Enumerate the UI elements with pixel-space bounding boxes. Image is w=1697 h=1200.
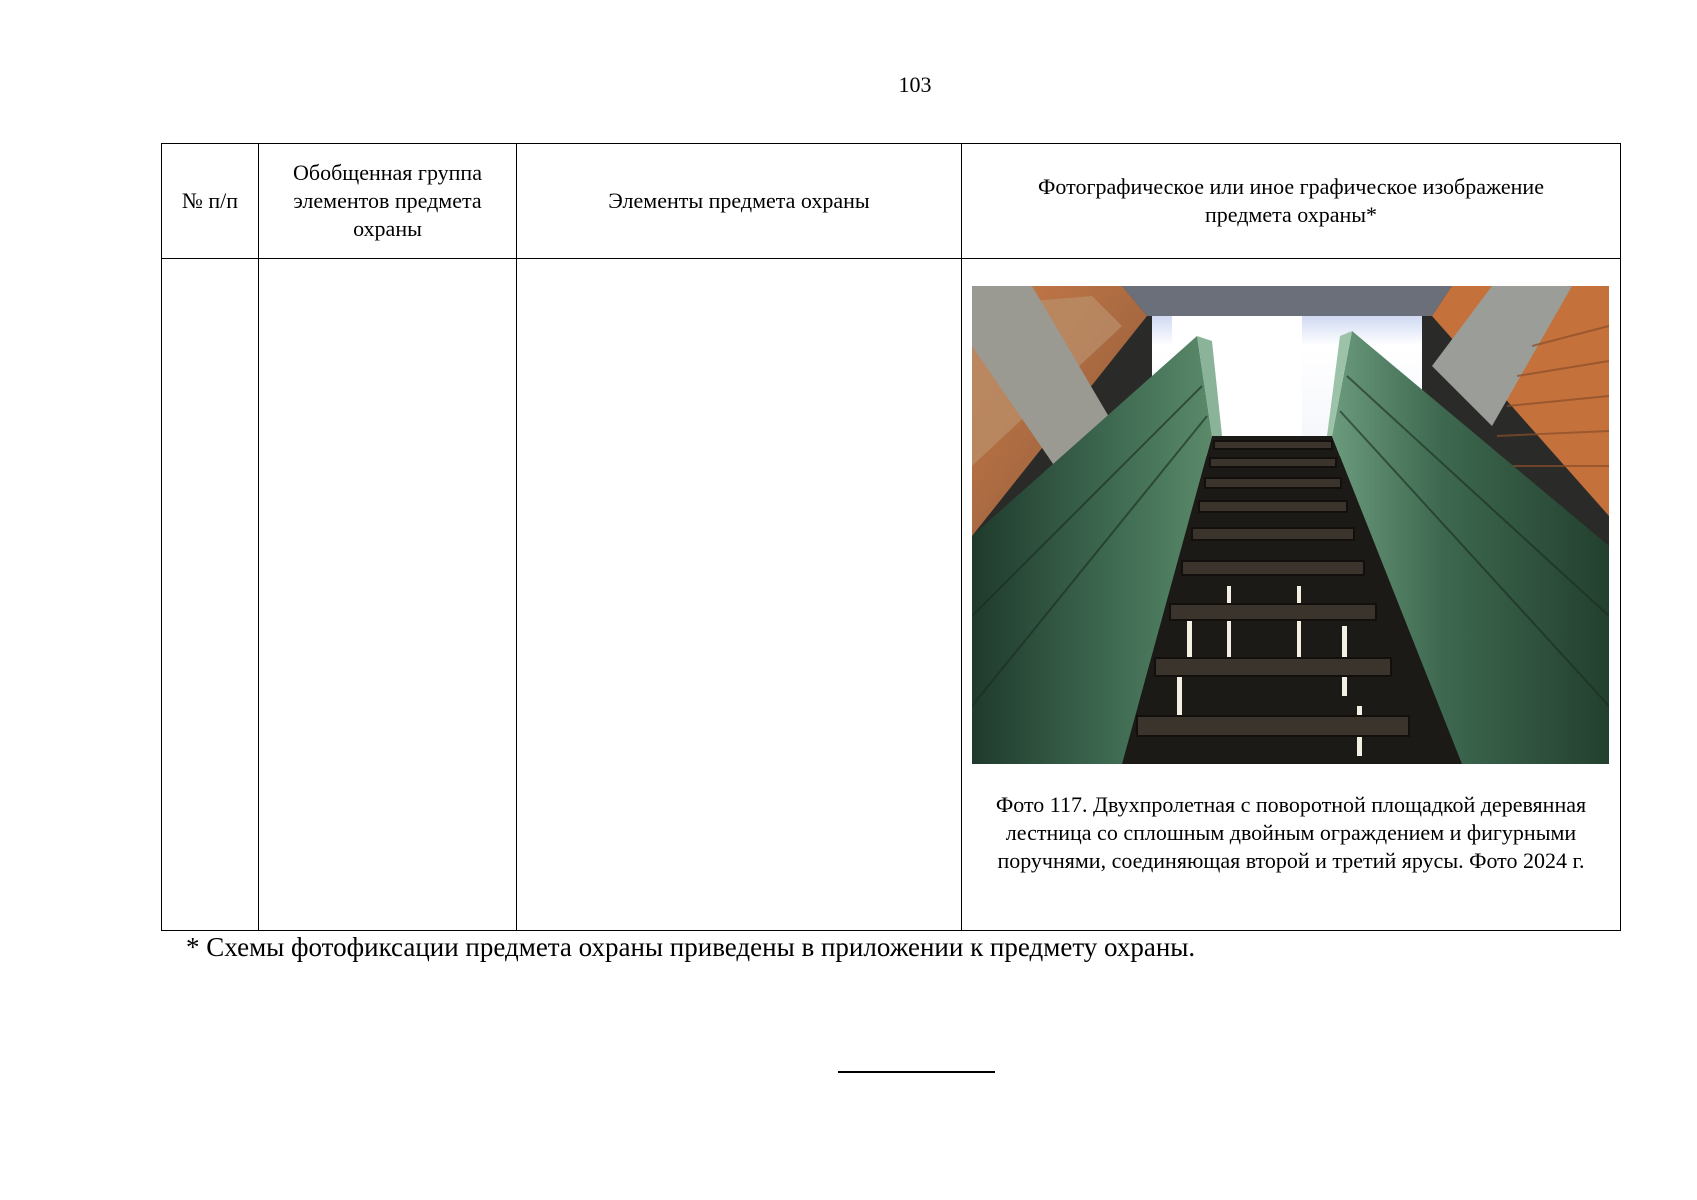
cell-elements xyxy=(517,259,962,931)
header-group: Обобщенная группа элементов предмета охраны xyxy=(259,144,517,259)
cell-number xyxy=(162,259,259,931)
cell-group xyxy=(259,259,517,931)
header-number: № п/п xyxy=(162,144,259,259)
staircase-photo xyxy=(972,286,1609,764)
end-divider xyxy=(838,1071,995,1073)
header-elements: Элементы предмета охраны xyxy=(517,144,962,259)
table-header-row xyxy=(162,144,1621,259)
cell-image xyxy=(962,259,1621,931)
protection-subject-table xyxy=(161,143,1621,931)
header-image: Фотографическое или иное графическое изображение предмета охраны* xyxy=(962,144,1621,259)
photo-caption: Фото 117. Двухпролетная с поворотной площадкой деревянная лестница со сплошным двойным ограждением и фигурными поручнями, соединяющая второй и третий ярусы. Фото 2024 г. xyxy=(995,792,1587,873)
table-row xyxy=(162,259,1621,931)
page-number: 103 xyxy=(898,72,932,97)
footnote: * Схемы фотофиксации предмета охраны приведены в приложении к предмету охраны. xyxy=(186,932,1196,962)
